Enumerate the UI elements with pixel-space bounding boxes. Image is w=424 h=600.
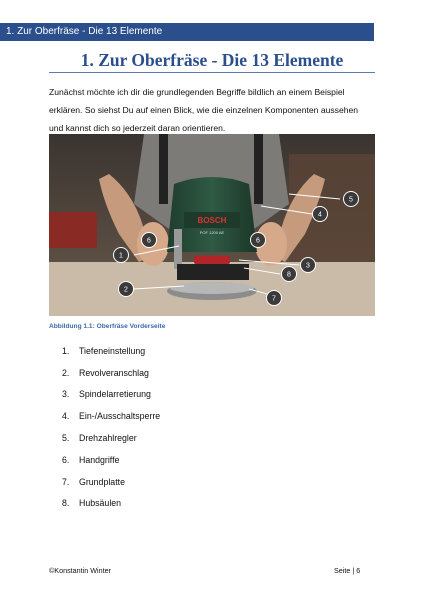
list-item — [62, 405, 160, 427]
list-label: Spindelarretierung — [79, 389, 151, 400]
list-number: 3. — [62, 389, 70, 400]
intro-line: erklären. So siehst Du auf einen Blick, wie die einzelnen Komponenten aussehen — [49, 105, 359, 115]
router-brand: BOSCH — [197, 216, 227, 225]
left-red-object — [49, 212, 97, 248]
svg-text:4: 4 — [318, 211, 322, 219]
apron-strap-left — [159, 134, 168, 204]
list-label: Ein-/Ausschaltsperre — [79, 411, 161, 422]
list-number: 7. — [62, 476, 70, 487]
intro-line: Zunächst möchte ich dir die grundlegenden Begriffe bildlich an einem Beispiel — [49, 87, 345, 97]
footer-page-number: Seite | 6 — [334, 566, 361, 575]
page-title: 1. Zur Oberfräse - Die 13 Elemente — [80, 50, 344, 70]
svg-text:7: 7 — [272, 295, 276, 303]
list-item — [62, 471, 160, 493]
intro-line: und kannst dich so jederzeit daran orientieren. — [49, 123, 226, 133]
router-photo — [49, 134, 375, 316]
list-number: 8. — [62, 498, 70, 509]
intro-paragraph — [49, 83, 379, 137]
svg-text:6: 6 — [256, 237, 260, 245]
svg-text:1: 1 — [119, 252, 123, 260]
list-label: Drehzahlregler — [79, 433, 137, 444]
depth-column — [174, 229, 182, 269]
list-number: 4. — [62, 411, 70, 422]
list-item — [62, 493, 160, 515]
list-label: Grundplatte — [79, 476, 125, 487]
list-item — [62, 384, 160, 406]
svg-text:6: 6 — [147, 237, 151, 245]
list-label: Tiefeneinstellung — [79, 345, 146, 356]
red-lever — [194, 256, 230, 264]
list-item — [62, 362, 160, 384]
base-plate-top — [170, 282, 254, 294]
router-model: POF 1200 AE — [199, 230, 225, 235]
svg-text:2: 2 — [124, 286, 128, 294]
apron-strap-right — [254, 134, 263, 204]
figure-caption: Abbildung 1.1: Oberfräse Vorderseite — [49, 323, 166, 330]
list-label: Hubsäulen — [79, 498, 122, 509]
list-label: Handgriffe — [79, 454, 120, 465]
running-header — [0, 23, 374, 41]
title-underline — [49, 72, 375, 73]
svg-text:3: 3 — [306, 262, 310, 270]
list-item — [62, 340, 160, 362]
footer-copyright: ©Konstantin Winter — [49, 566, 112, 575]
list-label: Revolveranschlag — [79, 367, 149, 378]
svg-text:5: 5 — [349, 196, 353, 204]
list-number: 1. — [62, 345, 70, 356]
component-list — [62, 340, 160, 514]
router-base-black — [177, 264, 249, 280]
svg-text:8: 8 — [287, 271, 291, 279]
list-number: 5. — [62, 433, 70, 444]
list-item — [62, 427, 160, 449]
running-header-text: 1. Zur Oberfräse - Die 13 Elemente — [6, 26, 163, 37]
list-number: 2. — [62, 367, 70, 378]
list-number: 6. — [62, 454, 70, 465]
list-item — [62, 449, 160, 471]
